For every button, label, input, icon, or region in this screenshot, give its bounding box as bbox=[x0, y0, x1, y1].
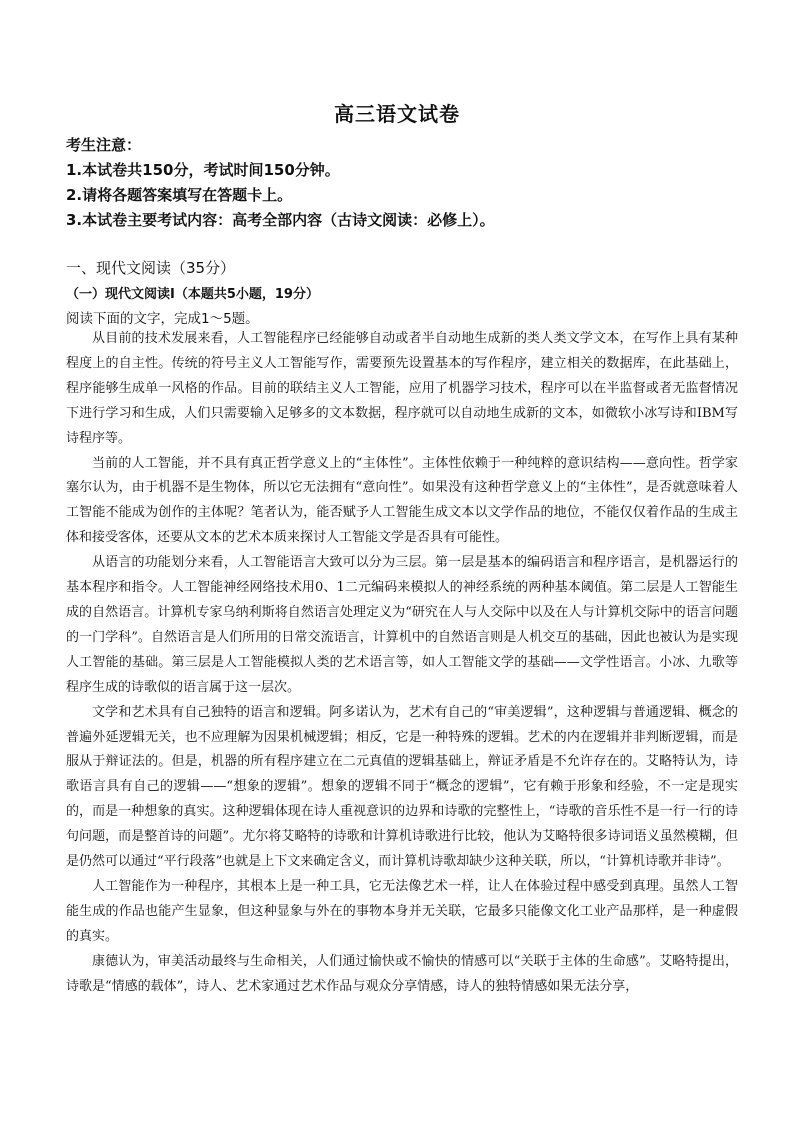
passage-paragraph: 当前的人工智能，并不具有真正哲学意义上的“主体性”。主体性依赖于一种纯粹的意识结构——意向性。哲学家塞尔认为，由于机器不是生物体，所以它无法拥有“意向性”。如果没有这种哲学意义上的“主体性”，是否就意味着人工智能不能成为创作的主体呢？笔者认为，能否赋予人工智能生成文本以文学作品的地位，不能仅仅着作品的生成主体和接受客体，还要从文本的艺术本质来探讨人工智能文学是否具有可能性。 bbox=[66, 455, 738, 546]
notice-item: 1.本试卷共150分，考试时间150分钟。 bbox=[66, 161, 340, 179]
section-heading: 一、现代文阅读（35分） bbox=[66, 259, 236, 277]
reading-instruction: 阅读下面的文字，完成1～5题。 bbox=[66, 311, 259, 327]
passage-paragraph: 人工智能作为一种程序，其根本上是一种工具，它无法像艺术一样，让人在体验过程中感受到真理。虽然人工智能生成的作品也能产生显象，但这种显象与外在的事物本身并无关联，它最多只能像文化工业产品那样，是一种虚假的真实。 bbox=[66, 878, 738, 944]
section-subheading: （一）现代文阅读Ⅰ（本题共5小题，19分） bbox=[66, 287, 319, 302]
reading-passage bbox=[66, 327, 738, 999]
notice-heading: 考生注意： bbox=[66, 136, 142, 154]
passage-paragraph: 文学和艺术具有自己独特的语言和逻辑。阿多诺认为，艺术有自己的“审美逻辑”，这种逻辑与普通逻辑、概念的普遍外延逻辑无关，也不应理解为因果机械逻辑；相反，它是一种特殊的逻辑。艺术的内在逻辑并非判断逻辑，而是服从于辩证法的。但是，机器的所有程序建立在二元真值的逻辑基础上，辩证矛盾是不允许存在的。艾略特认为，诗歌语言具有自己的逻辑——“想象的逻辑”。想象的逻辑不同于“概念的逻辑”，它有赖于形象和经验，不一定是现实的，而是一种想象的真实。这种逻辑体现在诗人重视意识的边界和诗歌的完整性上，“诗歌的音乐性不是一行一行的诗句问题，而是整首诗的问题”。尤尔将艾略特的诗歌和计算机诗歌进行比较，他认为艾略特很多诗词语义虽然模糊，但是仍然可以通过“平行段落”也就是上下文来确定含义，而计算机诗歌却缺少这种关联，所以，“计算机诗歌并非诗”。 bbox=[66, 704, 738, 870]
passage-paragraph: 从语言的功能划分来看，人工智能语言大致可以分为三层。第一层是基本的编码语言和程序语言，是机器运行的基本程序和指令。人工智能神经网络技术用0、1二元编码来模拟人的神经系统的两种基本阈值。第二层是人工智能生成的自然语言。计算机专家乌纳利斯将自然语言处理定义为“研究在人与人交际中以及在人与计算机交际中的语言问题的一门学科”。自然语言是人们所用的日常交流语言，计算机中的自然语言则是人机交互的基础，因此也被认为是实现人工智能的基础。第三层是人工智能模拟人类的艺术语言等，如人工智能文学的基础——文学性语言。小冰、九歌等程序生成的诗歌似的语言属于这一层次。 bbox=[66, 555, 738, 695]
passage-paragraph: 从目前的技术发展来看，人工智能程序已经能够自动或者半自动地生成新的类人类文学文本，在写作上具有某种程度上的自主性。传统的符号主义人工智能写作，需要预先设置基本的写作程序，建立相关的数据库，在此基础上，程序能够生成单一风格的作品。目前的联结主义人工智能，应用了机器学习技术，程序可以在半监督或者无监督情况下进行学习和生成，人们只需要输入足够多的文本数据，程序就可以自动地生成新的文本，如微软小冰写诗和IBM写诗程序等。 bbox=[66, 331, 738, 446]
notice-item: 3.本试卷主要考试内容：高考全部内容（古诗文阅读：必修上）。 bbox=[66, 211, 495, 229]
passage-paragraph: 康德认为，审美活动最终与生命相关，人们通过愉快或不愉快的情感可以“关联于主体的生命感”。艾略特提出，诗歌是“情感的载体”，诗人、艺术家通过艺术作品与观众分享情感，诗人的独特情感如果无法分享， bbox=[66, 953, 738, 994]
notice-item: 2.请将各题答案填写在答题卡上。 bbox=[66, 186, 293, 204]
notice-block bbox=[66, 133, 746, 233]
page-title: 高三语文试卷 bbox=[334, 102, 460, 126]
